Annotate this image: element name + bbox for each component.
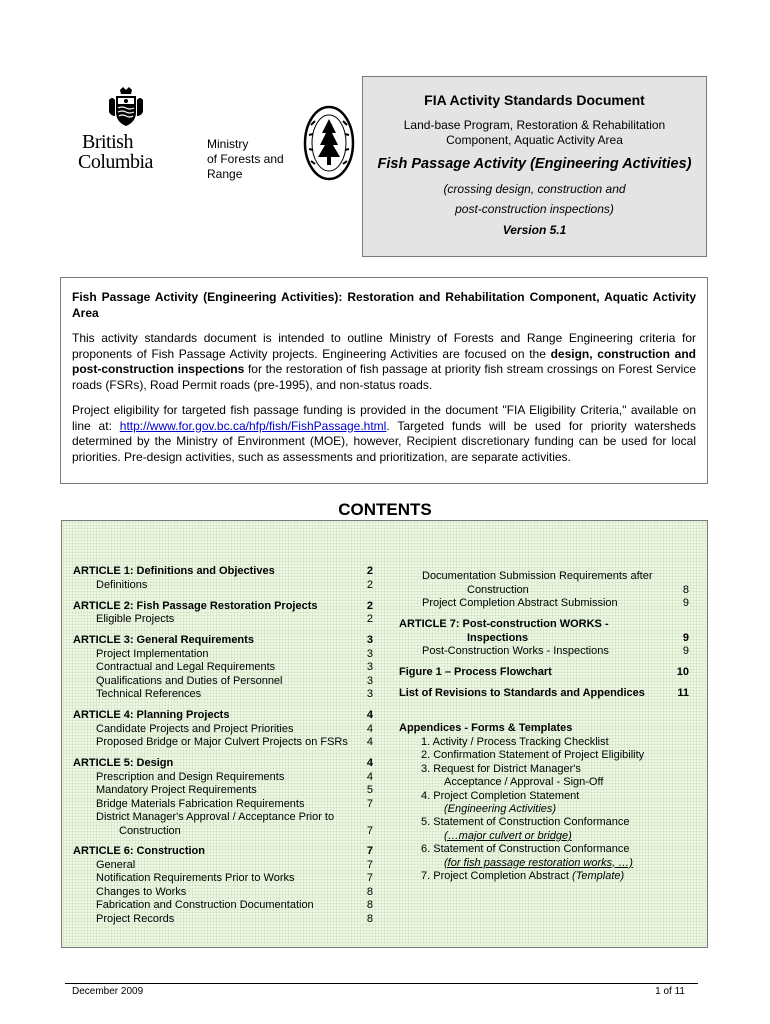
toc-entry-page: 8 [366,885,373,898]
toc-entry-title: ARTICLE 7: Post-construction WORKS - [399,618,609,630]
toc-entry-page: 2 [366,599,373,612]
toc-entry-page: 3 [366,634,373,646]
toc-entry-title: Project Records [96,912,175,925]
intro-text: for the restoration of fish passage at priority fish stream crossings on Forest Service roads (FSRs), Road Permit roads (pre-1995), and non-status roads. [72,362,696,392]
program-subtitle [363,118,706,148]
appendix-item[interactable]: 6. Statement of Construction Conformance [421,843,630,856]
intro-text: Project eligibility for targeted fish passage funding is provided in the document "FIA Eligibility Criteria," available on line at: [72,403,696,433]
toc-entry-page: 9 [682,631,689,644]
toc-entry-title: Post-Construction Works - Inspections [422,645,609,657]
toc-entry-page: 5 [366,784,373,796]
intro-bold-text: design, construction and post-construction inspections [72,346,696,376]
toc-entry-title: Definitions [96,578,148,591]
toc-entry-title: Prescription and Design Requirements [96,770,285,783]
toc-entry-page: 3 [366,674,373,687]
appendix-item[interactable]: 4. Project Completion Statement [421,789,580,802]
intro-paragraph-2 [72,403,696,465]
forest-service-seal-icon [303,105,355,181]
toc-entry-title: Proposed Bridge or Major Culvert Projects on FSRs [96,736,348,748]
toc-entry-title: Construction [467,583,529,596]
appendix-item[interactable]: 2. Confirmation Statement of Project Eligibility [421,749,645,762]
toc-entry-title: Notification Requirements Prior to Works [96,872,295,884]
toc-entry-title: Candidate Projects and Project Priorities [96,722,294,735]
toc-entry-title: General [96,858,136,871]
crest-icon [106,86,146,128]
scope-line: (crossing design, construction and [443,182,626,196]
toc-entry-page: 3 [366,661,373,673]
toc-entry-title: District Manager's Approval / Acceptance Prior to [96,811,335,823]
ministry-line: of Forests and [207,152,284,166]
toc-entry-title: Eligible Projects [96,613,175,625]
toc-entry-title: ARTICLE 6: Construction [73,845,205,857]
toc-entry-page: 4 [366,757,373,769]
bc-logo [76,86,176,176]
toc-entry-title: ARTICLE 2: Fish Passage Restoration Projects [73,599,318,612]
toc-entry-page: 11 [677,687,689,699]
appendix-item[interactable]: 5. Statement of Construction Conformance [421,816,630,829]
toc-entry-page: 8 [366,899,373,911]
toc-entry-title: Project Completion Abstract Submission [422,597,618,609]
intro-text: This activity standards document is intended to outline Ministry of Forests and Range Engineering criteria for proponents of Fish Passage Activity projects. Engineering Activities are focused on the [72,331,696,361]
toc-entry-page: 9 [682,645,689,657]
toc-entry-page: 7 [366,824,373,837]
appendix-item[interactable]: Acceptance / Approval - Sign-Off [444,776,604,789]
contents-box [61,520,708,948]
toc-entry-title: Changes to Works [96,885,187,898]
toc-entry-title: ARTICLE 1: Definitions and Objectives [73,565,275,577]
intro-text: . Targeted funds will be used for priority watersheds determined by the Ministry of Environment (MOE), however, Recipient discretionary funding can be used for local priorities. Pre-design activities, such as assessments and prioritization, are separate activities. [72,418,696,464]
toc-entry-title: List of Revisions to Standards and Appendices [399,687,645,699]
footer-rule [65,983,698,984]
appendix-item[interactable]: 1. Activity / Process Tracking Checklist [421,736,609,748]
toc-entry-title: ARTICLE 5: Design [73,757,174,769]
appendix-item[interactable]: 3. Request for District Manager's [421,762,581,775]
toc-entry-page: 8 [366,912,373,925]
toc-entry-title: Fabrication and Construction Documentation [96,899,314,911]
toc-entry-title: Bridge Materials Fabrication Requirements [96,797,305,810]
appendix-item[interactable] [421,870,624,883]
toc-entry-page: 7 [366,858,373,871]
activity-scope [363,179,706,219]
toc-entry-title: Project Implementation [96,647,209,660]
appendix-item[interactable]: (for fish passage restoration works, …) [444,856,633,869]
appendix-item-note: (Template) [572,870,625,882]
toc-entry-title: Contractual and Legal Requirements [96,661,276,673]
toc-entry-page: 2 [366,578,373,591]
activity-title: Fish Passage Activity (Engineering Activities) [377,156,692,172]
scope-line: post-construction inspections) [455,202,614,216]
toc-entry-page: 2 [366,613,373,625]
intro-box [60,277,708,484]
toc-entry-title: ARTICLE 3: General Requirements [73,634,254,646]
toc-entry-page: 4 [366,736,373,748]
version-label: Version 5.1 [502,223,567,237]
toc-entry-title: Technical References [96,688,202,700]
toc-entry-page: 4 [366,722,373,735]
bc-wordmark-line2: Columbia [78,151,153,173]
appendix-item[interactable]: (Engineering Activities) [444,803,557,815]
toc-entry-title: Figure 1 – Process Flowchart [399,666,552,678]
toc-entry-title: Qualifications and Duties of Personnel [96,674,283,687]
toc-entry-title: Inspections [467,631,529,644]
toc-entry-page: 4 [366,770,373,783]
bc-wordmark-line1: British [82,131,133,153]
ministry-name [207,137,284,182]
subtitle-line: Component, Aquatic Activity Area [446,133,623,147]
toc-entry-page: 3 [366,647,373,660]
subtitle-line: Land-base Program, Restoration & Rehabilitation [403,118,666,132]
intro-paragraph-1 [72,331,696,393]
toc-entry-page: 7 [366,872,373,884]
toc-entry-title: Documentation Submission Requirements after [422,570,653,582]
toc-entry-title: ARTICLE 4: Planning Projects [73,709,230,721]
appendices-heading: Appendices - Forms & Templates [399,722,573,734]
footer-page-number: 1 of 11 [655,986,685,997]
toc-entry-title: Mandatory Project Requirements [96,784,257,796]
appendix-item-title: 7. Project Completion Abstract [421,870,569,882]
toc-entry-page: 3 [366,688,373,700]
appendix-item[interactable]: (…major culvert or bridge) [444,829,572,842]
intro-heading: Fish Passage Activity (Engineering Activities): Restoration and Rehabilitation Component, Aquatic Activity Area [72,290,696,320]
toc-entry-page: 7 [366,845,373,857]
document-title-box [362,76,707,257]
footer-date: December 2009 [72,986,144,997]
fish-passage-link[interactable]: http://www.for.gov.bc.ca/hfp/fish/FishPassage.html [119,418,387,433]
toc-entry-title: Construction [119,824,181,837]
toc-entry-page: 2 [366,565,373,577]
ministry-line: Ministry [207,137,249,151]
document-type-title: FIA Activity Standards Document [424,92,645,108]
toc-entry-page: 10 [676,666,689,678]
toc-entry-page: 7 [366,797,373,810]
toc-entry-page: 9 [682,597,689,609]
ministry-line: Range [207,167,243,181]
toc-entry-page: 4 [366,709,373,721]
contents-heading: CONTENTS [338,500,432,519]
toc-entry-page: 8 [682,583,689,596]
